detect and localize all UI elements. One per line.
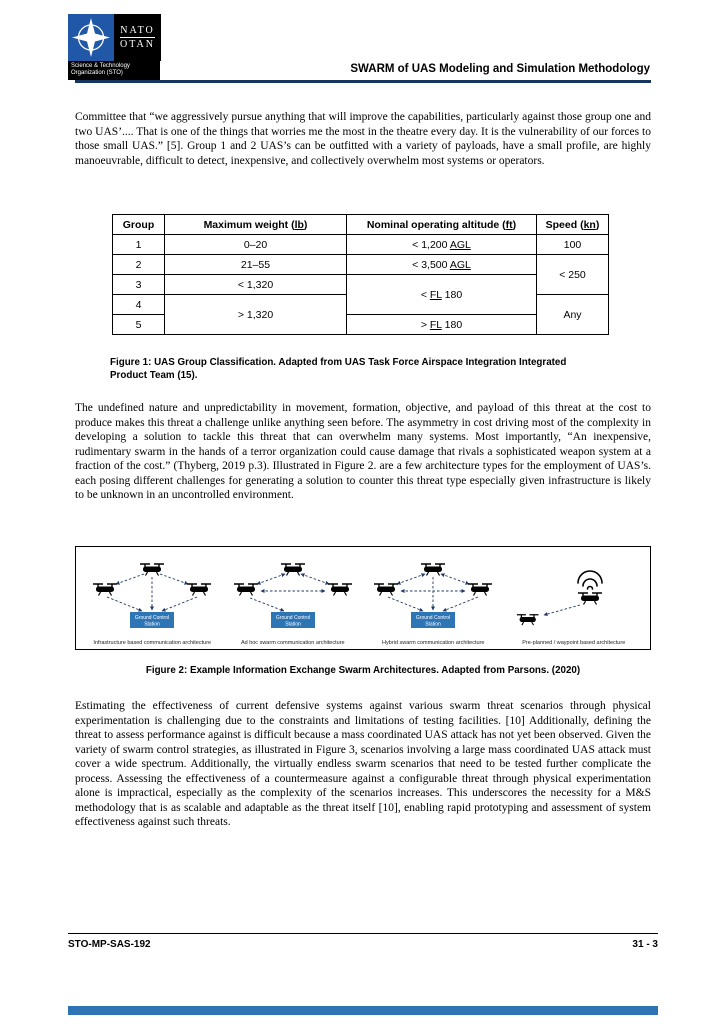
cell-group-1: 1 (113, 235, 165, 255)
report-number: STO-MP-SAS-192 (68, 939, 151, 950)
sto-org-line2: Organization (STO) (71, 70, 123, 76)
cell-alt-1: < 1,200 AGL (347, 235, 537, 255)
table-header-row (113, 215, 609, 235)
gcs-label-line2: Station (284, 621, 301, 627)
nato-sto-logo (68, 14, 160, 80)
cell-weight-1: 0–20 (165, 235, 347, 255)
gcs-label-line1: Ground Control (275, 614, 310, 621)
swarm-panel-adhoc (225, 561, 361, 647)
gcs-label-line2: Station (425, 621, 442, 627)
cell-weight-2: 21–55 (165, 255, 347, 275)
swarm-panel-preplanned (506, 561, 642, 647)
table-row (113, 235, 609, 255)
header-speed: Speed (kn) (537, 215, 609, 235)
header-altitude: Nominal operating altitude (ft) (347, 215, 537, 235)
panel-caption: Pre-planned / waypoint based architecture (522, 639, 626, 646)
cell-alt-5: > FL 180 (347, 315, 537, 335)
cell-alt-2: < 3,500 AGL (347, 255, 537, 275)
sto-org-label (68, 61, 160, 80)
paragraph-3: Estimating the effectiveness of current defensive systems against various swarm threat scenarios through physical experimentation is challenging due to the constraints and limitations of testing facilities. [10] Additionally, defining the threat to assess performance against is difficult because a mass coordinated UAS attack has not yet been observed. Given the variety of swarm control strategies, as illustrated in Figure 3, scenarios involving a large mass coordinated UAS attack must cover a wide spectrum. Additionally, the virtually endless swarm scenarios that need to be tested further complicate the process. Assessing the effectiveness of a countermeasure against a configurable threat through physical experimentation alone is impractical, especially as the complexity of the scenarios increases. This underscores the necessity for a M&S methodology that is as scalable and adaptable as the threat itself [10], enabling rapid prototyping and assessment of system effectiveness against such threats. (75, 700, 651, 828)
nato-otan-wordmark (114, 14, 161, 61)
nato-word: NATO (120, 25, 155, 36)
drone-icon (517, 614, 539, 624)
hybrid-architecture-diagram (367, 561, 499, 639)
swarm-panel-infrastructure (84, 561, 220, 647)
cell-group-2: 2 (113, 255, 165, 275)
page-title: SWARM of UAS Modeling and Simulation Methodology (350, 63, 650, 75)
panel-caption: Hybrid swarm communication architecture (382, 639, 485, 646)
table-row (113, 275, 609, 295)
gcs-label-line1: Ground Control (416, 614, 451, 621)
infrastructure-architecture-diagram (86, 561, 218, 639)
drone-icon (374, 584, 398, 596)
cell-speed-1: 100 (537, 235, 609, 255)
otan-word: OTAN (120, 39, 155, 50)
cell-group-4: 4 (113, 295, 165, 315)
drone-icon (93, 584, 117, 596)
figure2-caption: Figure 2: Example Information Exchange Swarm Architectures. Adapted from Parsons. (2020) (145, 665, 581, 676)
header-max-weight: Maximum weight (lb) (165, 215, 347, 235)
page-number: 31 - 3 (632, 939, 658, 950)
header-group: Group (113, 215, 165, 235)
drone-icon (578, 593, 602, 605)
figure1-caption: Figure 1: UAS Group Classification. Adapted from UAS Task Force Airspace Integration Integrated Product Team (15). (110, 357, 567, 381)
gcs-label-line1: Ground Control (135, 614, 170, 621)
swarm-panel-hybrid (365, 561, 501, 647)
panel-caption: Ad hoc swarm communication architecture (240, 639, 345, 646)
figure2-diagram (75, 546, 651, 650)
cell-alt-3-4: < FL 180 (347, 275, 537, 315)
nato-star-icon (68, 14, 114, 61)
signal-waves-icon (578, 571, 602, 589)
gcs-label-line2: Station (144, 621, 161, 627)
footer-rule (68, 933, 658, 934)
cell-weight-3: < 1,320 (165, 275, 347, 295)
drone-icon (187, 584, 211, 596)
adhoc-architecture-diagram (227, 561, 359, 639)
header-rule (75, 80, 651, 83)
table-row (113, 255, 609, 275)
cell-speed-4-5: Any (537, 295, 609, 335)
uas-group-classification-table (112, 214, 609, 335)
drone-icon (328, 584, 352, 596)
cell-group-5: 5 (113, 315, 165, 335)
cell-speed-2-3: < 250 (537, 255, 609, 295)
cell-weight-4-5: > 1,320 (165, 295, 347, 335)
cell-group-3: 3 (113, 275, 165, 295)
preplanned-architecture-diagram (508, 561, 640, 639)
bottom-blue-bar (68, 1006, 658, 1015)
drone-icon (468, 584, 492, 596)
drone-icon (234, 584, 258, 596)
paragraph-1: Committee that “we aggressively pursue anything that will improve the capabilities, particularly against those group one and two UAS’.... That is one of the things that worries me the most in the theatre every day. It is the vulnerability of our forces to those small UAS.” [5]. Group 1 and 2 UAS’s can be outfitted with a variety of payloads, have a small profile, are highly manoeuvrable, difficult to detect, inexpensive, and collectively overwhelm most systems or operators. (75, 111, 651, 167)
paragraph-2: The undefined nature and unpredictability in movement, formation, objective, and payload of this threat at the cost to produce makes this threat a challenge unlike anything seen before. The asymmetry in cost driving most of the complexity in developing a solution to tackle this threat that can overwhelm many systems. Most importantly, “An inexpensive, rudimentary swarm in the hands of a terror organization could cause damage that rivals a sophisticated weapon system at a fraction of the cost.” (Thyberg, 2019 p.3). Illustrated in Figure 2. are a few architecture types for the employment of UAS’s. each posing different challenges for generating a solution to counter this threat type especially given infrastructure is likely to be unknown in an uncontrolled environment. (75, 402, 651, 501)
panel-caption: Infrastructure based communication architecture (93, 639, 212, 646)
sto-org-line1: Science & Technology (71, 63, 130, 69)
